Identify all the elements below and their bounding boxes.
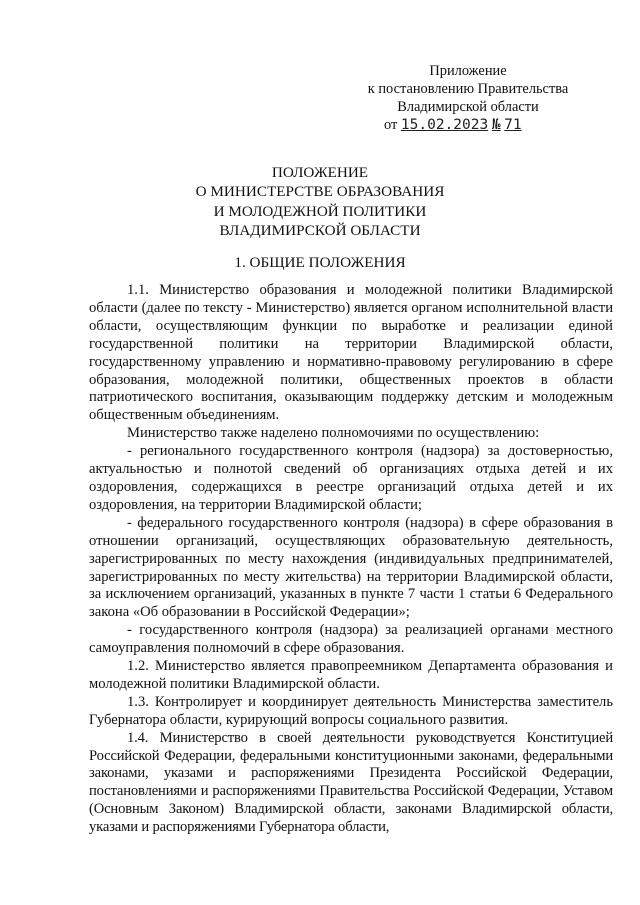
document-title bbox=[0, 163, 640, 241]
paragraph-1-2: 1.2. Министерство является правопреемником Департамента образования и молодежной политики Владимирской области. bbox=[89, 658, 613, 692]
date-prefix: от bbox=[384, 117, 398, 133]
number-label: № bbox=[491, 117, 501, 133]
section-heading: 1. ОБЩИЕ ПОЛОЖЕНИЯ bbox=[234, 254, 406, 271]
appendix-resolution: к постановлению Правительства bbox=[367, 81, 569, 97]
paragraph-state-control: - государственного контроля (надзора) за реализацией органами местного самоуправления полномочий в сфере образования. bbox=[89, 622, 613, 657]
number-value: 71 bbox=[504, 117, 522, 133]
title-line-4: ВЛАДИМИРСКОЙ ОБЛАСТИ bbox=[219, 222, 421, 240]
document-body bbox=[89, 282, 613, 837]
date-value: 15.02.2023 bbox=[400, 117, 489, 133]
appendix-header bbox=[348, 62, 588, 134]
paragraph-regional-control: - регионального государственного контроля (надзора) за достоверностью, актуальностью и полнотой сведений об организациях отдыха детей и их оздоровления, содержащихся в реестре организаций отдыха детей и их оздоровления, на территории Владимирской области; bbox=[89, 443, 613, 513]
title-line-2: О МИНИСТЕРСТВЕ ОБРАЗОВАНИЯ bbox=[195, 183, 445, 201]
appendix-region: Владимирской области bbox=[397, 99, 539, 115]
title-line-1: ПОЛОЖЕНИЕ bbox=[271, 164, 369, 181]
paragraph-1-4: 1.4. Министерство в своей деятельности руководствуется Конституцией Российской Федерации, федеральными конституционными законами, федеральными законами, указами и распоряжениями Президента Российской Федерации, постановлениями и распоряжениями Правительства Российской Федерации, Уставом (Основным Законом) Владимирской области, законами Владимирской области, указами и распоряжениями Губернатора области, bbox=[89, 729, 613, 836]
paragraph-1-3: 1.3. Контролирует и координирует деятельность Министерства заместитель Губернатора области, курирующий вопросы социального развития. bbox=[89, 693, 613, 728]
paragraph-1-1: 1.1. Министерство образования и молодежной политики Владимирской области (далее по тексту - Министерство) является органом исполнительной власти области, осуществляющим функции по выработке и реализации единой государственной политики на территории Владимирской области, государственному управлению и нормативно-правовому регулированию в сфере образования, молодежной политики, общественных проектов в области патриотического воспитания, оказывающим поддержку детским и молодежным общественным объединениям. bbox=[89, 282, 613, 424]
title-line-3: И МОЛОДЕЖНОЙ ПОЛИТИКИ bbox=[213, 202, 427, 220]
paragraph-federal-control: - федерального государственного контроля (надзора) в сфере образования в отношении организаций, осуществляющих образовательную деятельность, зарегистрированных по месту нахождения (индивидуальных предпринимателей, зарегистрированных по месту жительства) на территории Владимирской области, за исключением организаций, указанных в пункте 7 части 1 статьи 6 Федерального закона «Об образовании в Российской Федерации»; bbox=[89, 514, 613, 621]
appendix-date-line bbox=[348, 116, 588, 134]
paragraph-powers-intro: Министерство также наделено полномочиями по осуществлению: bbox=[127, 425, 540, 442]
appendix-label: Приложение bbox=[429, 63, 507, 79]
